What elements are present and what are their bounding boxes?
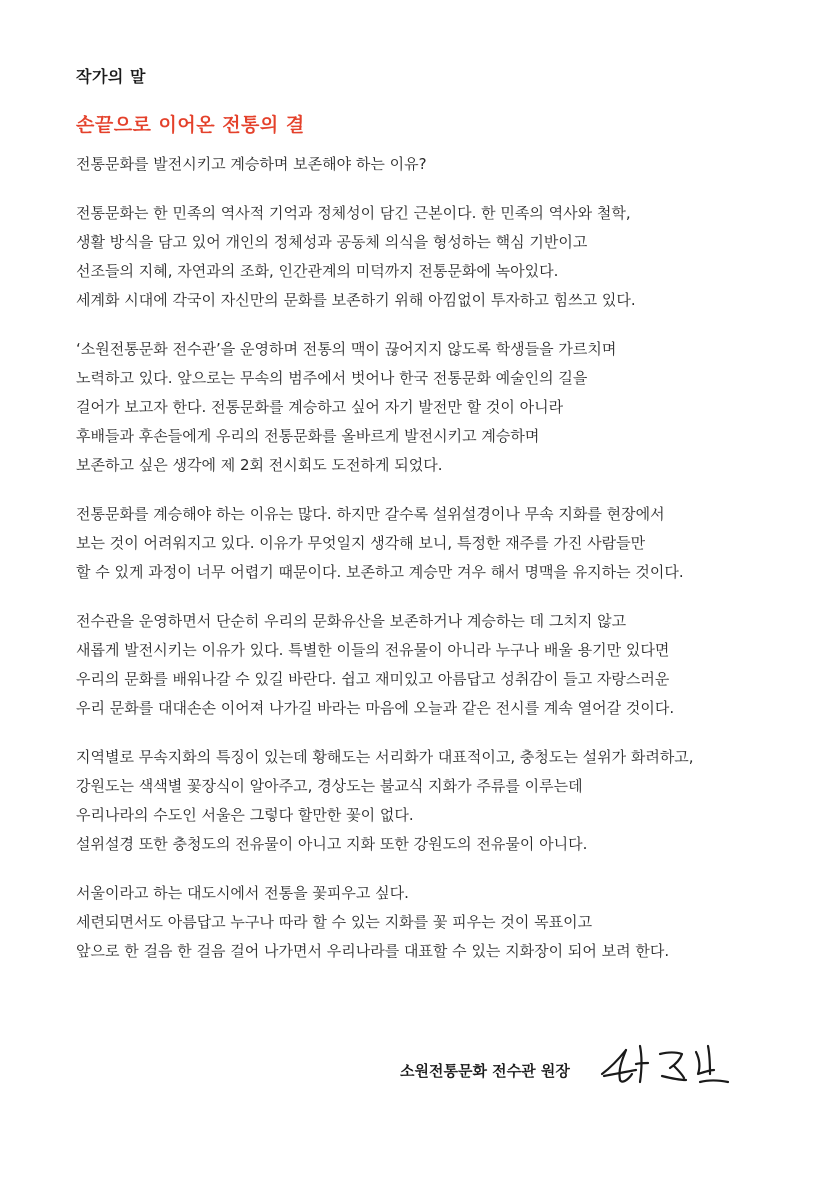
text-line: 후배들과 후손들에게 우리의 전통문화를 올바르게 발전시키고 계승하며 [76, 427, 540, 445]
text-line: 선조들의 지혜, 자연과의 조화, 인간관계의 미덕까지 전통문화에 녹아있다. [76, 262, 559, 280]
text-line: 새롭게 발전시키는 이유가 있다. 특별한 이들의 전유물이 아니라 누구나 배울 용기만 있다면 [76, 641, 670, 659]
text-line: 앞으로 한 걸음 한 걸음 걸어 나가면서 우리나라를 대표할 수 있는 지화장이 되어 보려 한다. [76, 942, 670, 960]
paragraph-3 [76, 335, 776, 480]
text-line: 우리의 문화를 배워나갈 수 있길 바란다. 쉽고 재미있고 아름답고 성취감이 들고 자랑스러운 [76, 670, 670, 688]
text-line: 전통문화를 계승해야 하는 이유는 많다. 하지만 갈수록 설위설경이나 무속 지화를 현장에서 [76, 505, 665, 523]
text-line: 걸어가 보고자 한다. 전통문화를 계승하고 싶어 자기 발전만 할 것이 아니라 [76, 398, 564, 416]
text-line: 노력하고 있다. 앞으로는 무속의 범주에서 벗어나 한국 전통문화 예술인의 길을 [76, 369, 588, 387]
paragraph-6 [76, 743, 776, 859]
text-line: 전통문화를 발전시키고 계승하며 보존해야 하는 이유? [76, 155, 427, 173]
paragraph-5 [76, 607, 776, 723]
text-line: 보존하고 싶은 생각에 제 2회 전시회도 도전하게 되었다. [76, 456, 443, 474]
signature-block [400, 1030, 800, 1090]
paragraph-2 [76, 199, 776, 315]
page-title: 손끝으로 이어온 전통의 결 [76, 114, 305, 136]
paragraph-1 [76, 150, 776, 179]
text-line: 할 수 있게 과정이 너무 어렵기 때문이다. 보존하고 계승만 겨우 해서 명맥을 유지하는 것이다. [76, 563, 684, 581]
text-line: 세계화 시대에 각국이 자신만의 문화를 보존하기 위해 아낌없이 투자하고 힘쓰고 있다. [76, 291, 636, 309]
text-line: 보는 것이 어려워지고 있다. 이유가 무엇일지 생각해 보니, 특정한 재주를 가진 사람들만 [76, 534, 646, 552]
text-line: 지역별로 무속지화의 특징이 있는데 황해도는 서리화가 대표적이고, 충청도는 설위가 화려하고, [76, 748, 694, 766]
body-text [76, 150, 776, 986]
text-line: 전통문화는 한 민족의 역사적 기억과 정체성이 담긴 근본이다. 한 민족의 역사와 철학, [76, 204, 631, 222]
text-line: 서울이라고 하는 대도시에서 전통을 꽃피우고 싶다. [76, 884, 409, 902]
text-line: 생활 방식을 담고 있어 개인의 정체성과 공동체 의식을 형성하는 핵심 기반이고 [76, 233, 588, 251]
text-line: 설위설경 또한 충청도의 전유물이 아니고 지화 또한 강원도의 전유물이 아니다. [76, 835, 588, 853]
text-line: ‘소원전통문화 전수관’을 운영하며 전통의 맥이 끊어지지 않도록 학생들을 가르치며 [76, 340, 617, 358]
text-line: 우리 문화를 대대손손 이어져 나가길 바라는 마음에 오늘과 같은 전시를 계속 열어갈 것이다. [76, 699, 675, 717]
paragraph-4 [76, 500, 776, 587]
text-line: 강원도는 색색별 꽃장식이 알아주고, 경상도는 불교식 지화가 주류를 이루는데 [76, 777, 583, 795]
signature-label: 소원전통문화 전수관 원장 [400, 1062, 570, 1080]
text-line: 세련되면서도 아름답고 누구나 따라 할 수 있는 지화를 꽃 피우는 것이 목표이고 [76, 913, 593, 931]
section-heading: 작가의 말 [76, 67, 146, 86]
paragraph-7 [76, 879, 776, 966]
text-line: 우리나라의 수도인 서울은 그렇다 할만한 꽃이 없다. [76, 806, 414, 824]
handwritten-signature-icon [596, 1030, 746, 1090]
text-line: 전수관을 운영하면서 단순히 우리의 문화유산을 보존하거나 계승하는 데 그치지 않고 [76, 612, 627, 630]
